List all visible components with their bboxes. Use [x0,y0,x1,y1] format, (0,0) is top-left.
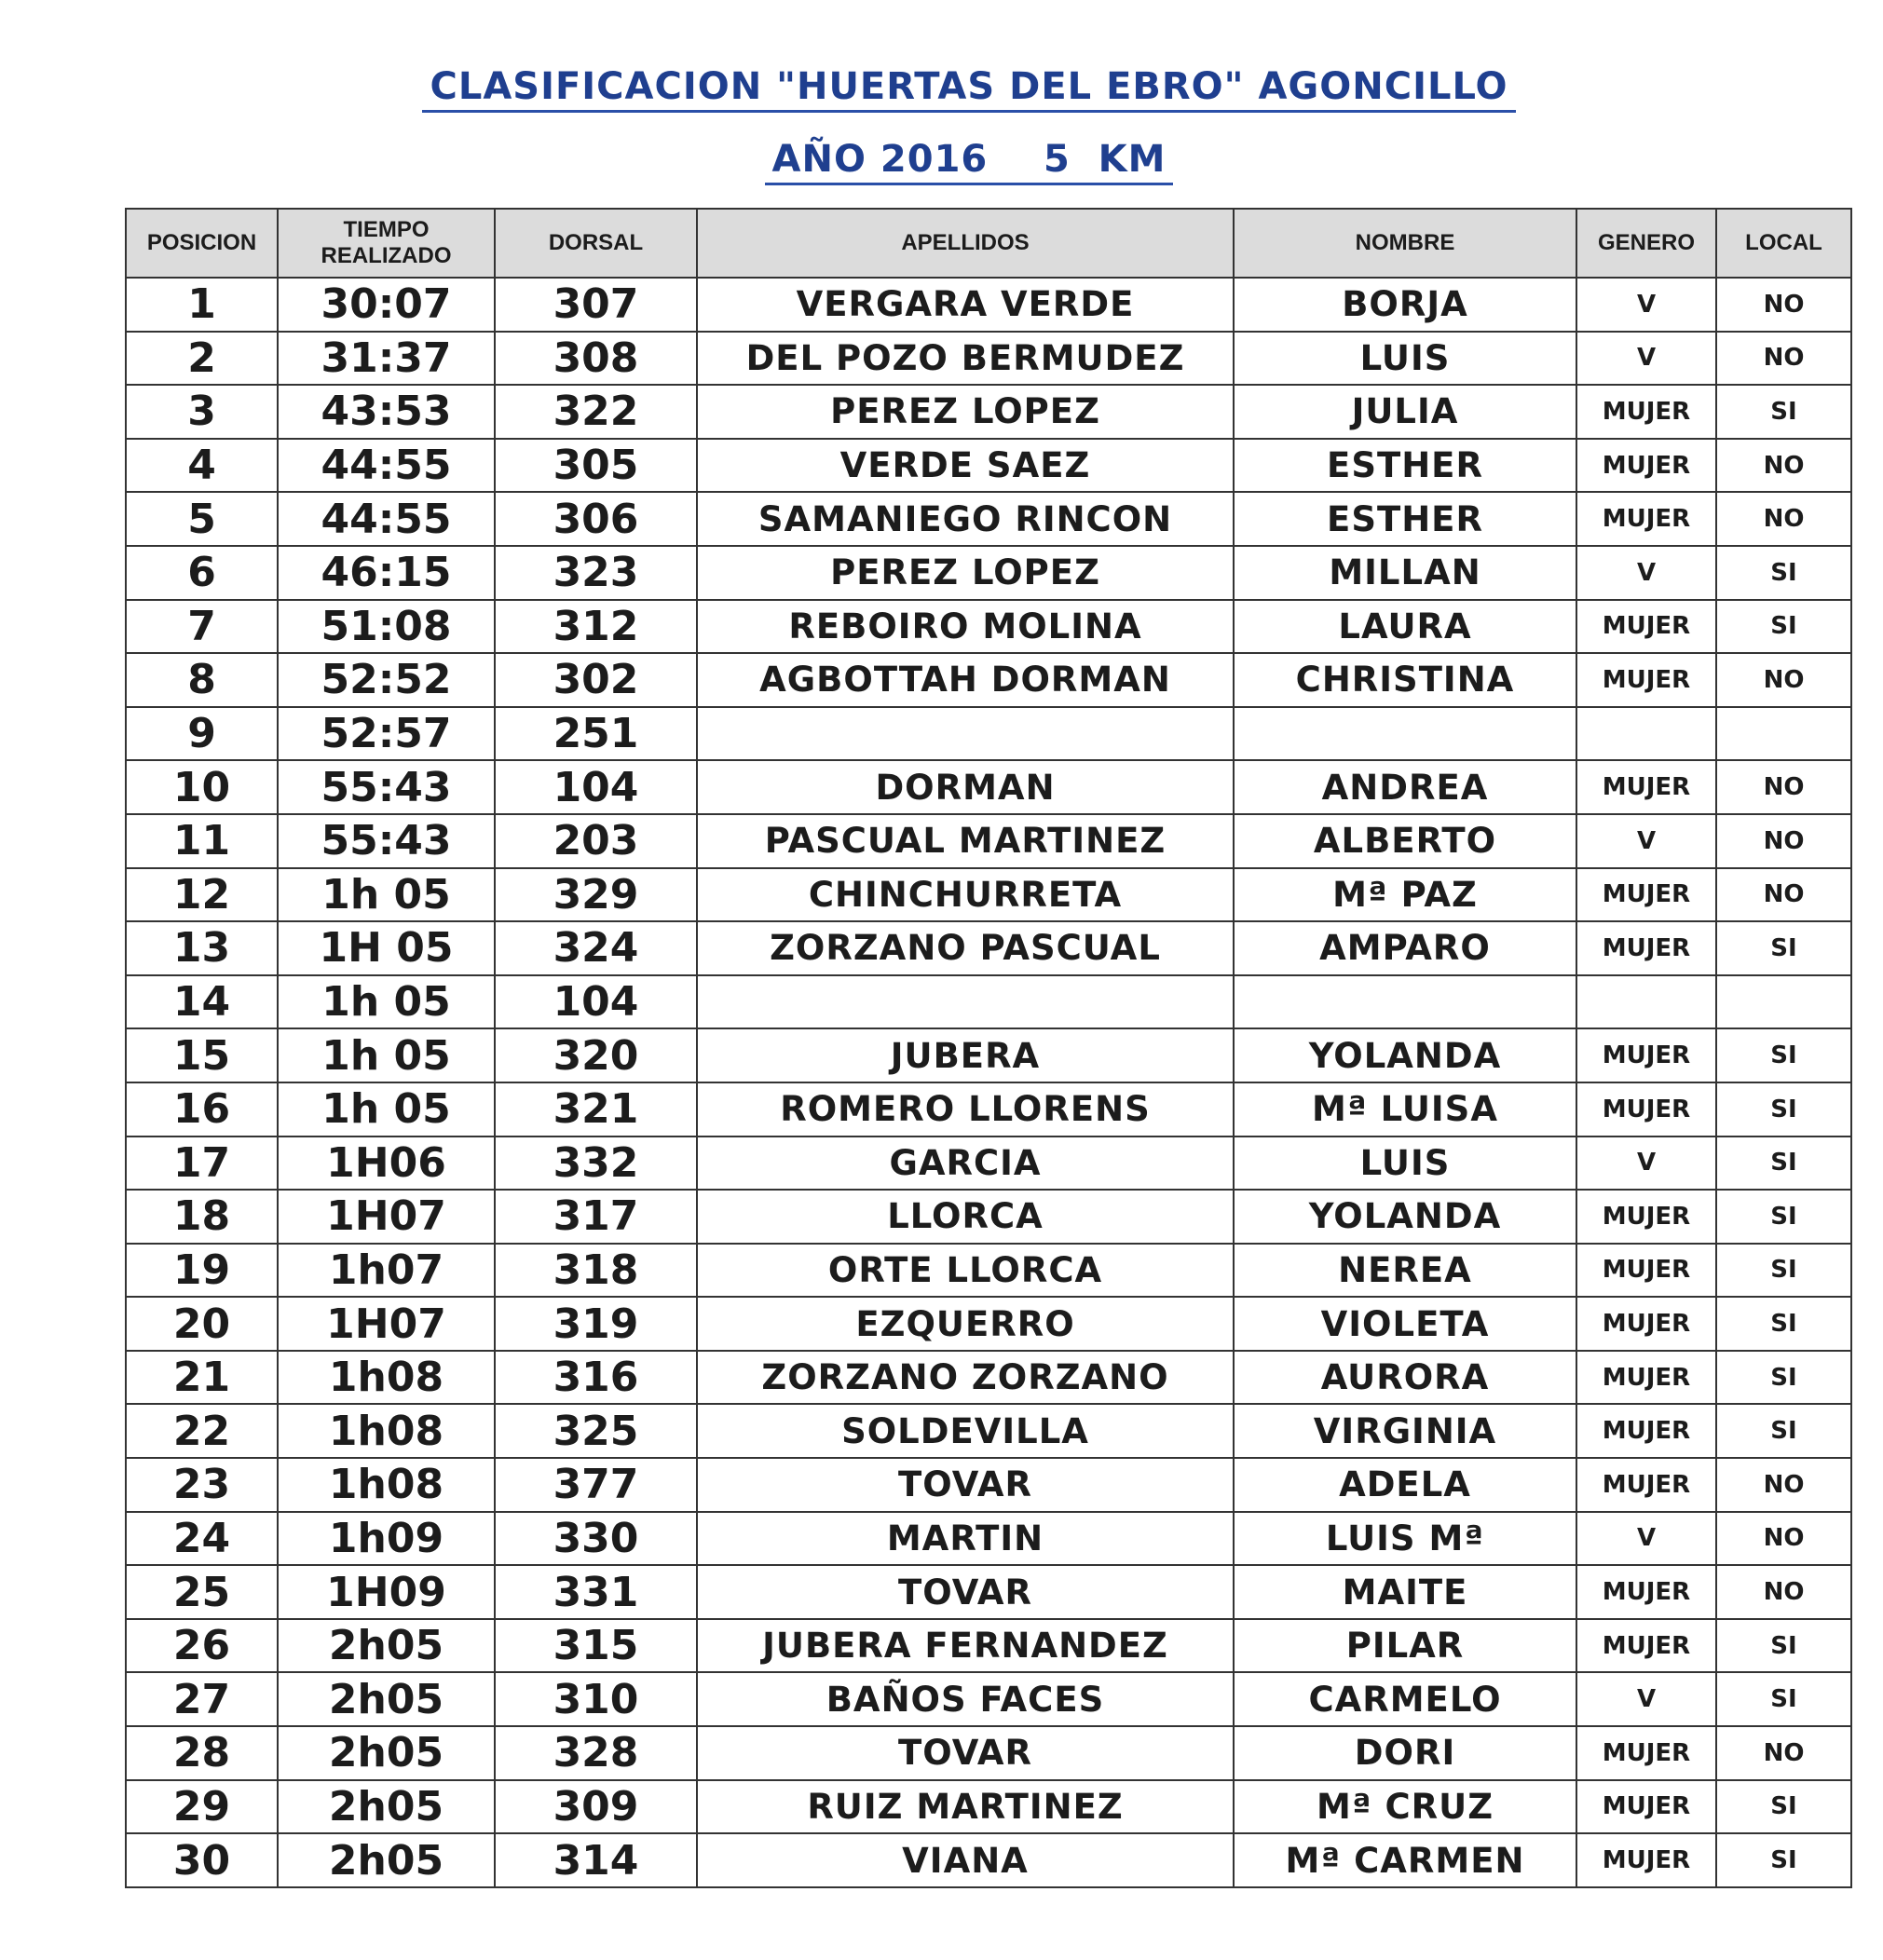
cell-nombre: NEREA [1234,1244,1576,1298]
cell-genero [1576,707,1716,761]
cell-local: SI [1716,1404,1851,1458]
cell-nombre: Mª PAZ [1234,868,1576,922]
table-row [126,760,1851,814]
cell-posicion: 16 [126,1082,278,1137]
cell-apellidos: BAÑOS FACES [697,1672,1234,1726]
cell-nombre: Mª CARMEN [1234,1833,1576,1887]
cell-genero: MUJER [1576,921,1716,975]
cell-dorsal: 310 [495,1672,697,1726]
cell-apellidos: JUBERA FERNANDEZ [697,1619,1234,1673]
cell-local: NO [1716,653,1851,707]
cell-local: SI [1716,1619,1851,1673]
cell-tiempo: 46:15 [278,546,495,600]
cell-posicion: 29 [126,1780,278,1834]
cell-local [1716,975,1851,1029]
cell-apellidos: CHINCHURRETA [697,868,1234,922]
table-row [126,1190,1851,1244]
cell-dorsal: 322 [495,385,697,439]
cell-genero: MUJER [1576,1458,1716,1512]
cell-nombre: Mª CRUZ [1234,1780,1576,1834]
header-local: LOCAL [1716,209,1851,278]
cell-nombre: JULIA [1234,385,1576,439]
cell-nombre: AMPARO [1234,921,1576,975]
table-row [126,1833,1851,1887]
cell-local: NO [1716,868,1851,922]
cell-dorsal: 314 [495,1833,697,1887]
table-row [126,814,1851,868]
cell-genero: MUJER [1576,1404,1716,1458]
cell-genero: MUJER [1576,868,1716,922]
cell-tiempo: 51:08 [278,600,495,654]
cell-nombre: LUIS [1234,1137,1576,1191]
cell-nombre: ESTHER [1234,439,1576,493]
cell-posicion: 2 [126,332,278,386]
cell-local: NO [1716,1458,1851,1512]
cell-dorsal: 324 [495,921,697,975]
cell-dorsal: 317 [495,1190,697,1244]
cell-dorsal: 315 [495,1619,697,1673]
cell-local: SI [1716,1244,1851,1298]
cell-apellidos: VERGARA VERDE [697,278,1234,332]
cell-posicion: 30 [126,1833,278,1887]
cell-local: SI [1716,1297,1851,1351]
table-row [126,492,1851,546]
cell-tiempo: 2h05 [278,1833,495,1887]
table-row [126,1619,1851,1673]
cell-posicion: 25 [126,1565,278,1619]
cell-posicion: 6 [126,546,278,600]
cell-tiempo: 52:52 [278,653,495,707]
table-row [126,1458,1851,1512]
cell-nombre: LUIS [1234,332,1576,386]
cell-apellidos [697,707,1234,761]
cell-genero: MUJER [1576,439,1716,493]
cell-posicion: 10 [126,760,278,814]
cell-tiempo: 1h 05 [278,868,495,922]
cell-genero: MUJER [1576,1244,1716,1298]
table-row [126,278,1851,332]
header-tiempo: TIEMPO REALIZADO [278,209,495,278]
cell-local [1716,707,1851,761]
cell-apellidos: PASCUAL MARTINEZ [697,814,1234,868]
cell-local: NO [1716,814,1851,868]
table-row [126,653,1851,707]
cell-tiempo: 1H09 [278,1565,495,1619]
cell-tiempo: 31:37 [278,332,495,386]
cell-tiempo: 2h05 [278,1672,495,1726]
cell-nombre: CHRISTINA [1234,653,1576,707]
cell-nombre: ADELA [1234,1458,1576,1512]
table-row [126,1726,1851,1780]
cell-apellidos: TOVAR [697,1565,1234,1619]
cell-posicion: 12 [126,868,278,922]
table-row [126,332,1851,386]
cell-genero: V [1576,1512,1716,1566]
document-title: CLASIFICACION "HUERTAS DEL EBRO" AGONCILLO [0,65,1883,108]
cell-tiempo: 1h 05 [278,1028,495,1082]
cell-local: NO [1716,1565,1851,1619]
cell-apellidos: VERDE SAEZ [697,439,1234,493]
cell-local: NO [1716,760,1851,814]
cell-apellidos: PEREZ LOPEZ [697,546,1234,600]
cell-dorsal: 203 [495,814,697,868]
cell-dorsal: 305 [495,439,697,493]
cell-local: SI [1716,1137,1851,1191]
table-row [126,1404,1851,1458]
cell-tiempo: 30:07 [278,278,495,332]
table-row [126,1351,1851,1405]
cell-genero: MUJER [1576,600,1716,654]
cell-tiempo: 44:55 [278,439,495,493]
cell-apellidos [697,975,1234,1029]
cell-posicion: 28 [126,1726,278,1780]
table-row [126,921,1851,975]
cell-local: SI [1716,1833,1851,1887]
cell-dorsal: 325 [495,1404,697,1458]
cell-apellidos: ZORZANO PASCUAL [697,921,1234,975]
header-row [126,209,1851,278]
results-table [125,208,1852,1888]
cell-nombre: ESTHER [1234,492,1576,546]
cell-posicion: 22 [126,1404,278,1458]
header-dorsal: DORSAL [495,209,697,278]
cell-tiempo: 1H06 [278,1137,495,1191]
header-posicion: POSICION [126,209,278,278]
cell-genero: MUJER [1576,1190,1716,1244]
cell-local: SI [1716,1351,1851,1405]
cell-dorsal: 251 [495,707,697,761]
cell-posicion: 17 [126,1137,278,1191]
cell-tiempo: 55:43 [278,760,495,814]
cell-dorsal: 308 [495,332,697,386]
cell-tiempo: 2h05 [278,1780,495,1834]
cell-local: NO [1716,1512,1851,1566]
cell-dorsal: 316 [495,1351,697,1405]
table-row [126,1244,1851,1298]
cell-local: SI [1716,1780,1851,1834]
cell-local: SI [1716,1028,1851,1082]
cell-tiempo: 1h08 [278,1404,495,1458]
cell-dorsal: 307 [495,278,697,332]
cell-genero: V [1576,1672,1716,1726]
cell-posicion: 4 [126,439,278,493]
cell-tiempo: 1H 05 [278,921,495,975]
cell-tiempo: 1h09 [278,1512,495,1566]
cell-posicion: 27 [126,1672,278,1726]
cell-apellidos: PEREZ LOPEZ [697,385,1234,439]
cell-nombre: LUIS Mª [1234,1512,1576,1566]
cell-apellidos: AGBOTTAH DORMAN [697,653,1234,707]
table-row [126,1028,1851,1082]
cell-dorsal: 318 [495,1244,697,1298]
cell-local: SI [1716,1190,1851,1244]
cell-local: SI [1716,921,1851,975]
cell-local: NO [1716,278,1851,332]
cell-apellidos: ROMERO LLORENS [697,1082,1234,1137]
cell-dorsal: 323 [495,546,697,600]
table-row [126,1082,1851,1137]
cell-dorsal: 377 [495,1458,697,1512]
table-row [126,1512,1851,1566]
cell-nombre: DORI [1234,1726,1576,1780]
cell-genero: MUJER [1576,1565,1716,1619]
cell-tiempo: 43:53 [278,385,495,439]
header-apellidos: APELLIDOS [697,209,1234,278]
cell-posicion: 13 [126,921,278,975]
cell-genero: MUJER [1576,760,1716,814]
cell-tiempo: 1h 05 [278,975,495,1029]
cell-dorsal: 104 [495,975,697,1029]
cell-local: SI [1716,1082,1851,1137]
cell-dorsal: 104 [495,760,697,814]
cell-tiempo: 1h08 [278,1351,495,1405]
cell-nombre: VIRGINIA [1234,1404,1576,1458]
table-row [126,1297,1851,1351]
cell-apellidos: MARTIN [697,1512,1234,1566]
cell-genero: V [1576,1137,1716,1191]
cell-nombre: Mª LUISA [1234,1082,1576,1137]
cell-dorsal: 329 [495,868,697,922]
cell-local: SI [1716,385,1851,439]
cell-tiempo: 1H07 [278,1297,495,1351]
cell-apellidos: TOVAR [697,1726,1234,1780]
cell-nombre: YOLANDA [1234,1190,1576,1244]
cell-genero: MUJER [1576,1726,1716,1780]
cell-apellidos: VIANA [697,1833,1234,1887]
cell-nombre [1234,975,1576,1029]
cell-genero: V [1576,332,1716,386]
cell-dorsal: 330 [495,1512,697,1566]
cell-nombre: MAITE [1234,1565,1576,1619]
cell-genero: V [1576,814,1716,868]
cell-genero: MUJER [1576,1082,1716,1137]
cell-nombre: YOLANDA [1234,1028,1576,1082]
cell-dorsal: 306 [495,492,697,546]
cell-genero: MUJER [1576,492,1716,546]
cell-dorsal: 302 [495,653,697,707]
cell-local: NO [1716,439,1851,493]
cell-posicion: 26 [126,1619,278,1673]
cell-posicion: 20 [126,1297,278,1351]
cell-posicion: 11 [126,814,278,868]
cell-genero: MUJER [1576,1297,1716,1351]
cell-tiempo: 1h08 [278,1458,495,1512]
cell-apellidos: ORTE LLORCA [697,1244,1234,1298]
cell-nombre: ALBERTO [1234,814,1576,868]
cell-genero: MUJER [1576,653,1716,707]
cell-local: SI [1716,600,1851,654]
cell-tiempo: 52:57 [278,707,495,761]
cell-nombre: AURORA [1234,1351,1576,1405]
cell-local: SI [1716,546,1851,600]
cell-apellidos: EZQUERRO [697,1297,1234,1351]
cell-apellidos: ZORZANO ZORZANO [697,1351,1234,1405]
cell-dorsal: 331 [495,1565,697,1619]
cell-nombre: CARMELO [1234,1672,1576,1726]
cell-dorsal: 320 [495,1028,697,1082]
cell-genero: MUJER [1576,1780,1716,1834]
cell-apellidos: SOLDEVILLA [697,1404,1234,1458]
cell-apellidos: DEL POZO BERMUDEZ [697,332,1234,386]
cell-nombre: VIOLETA [1234,1297,1576,1351]
cell-genero: MUJER [1576,1351,1716,1405]
table-row [126,600,1851,654]
cell-tiempo: 1h07 [278,1244,495,1298]
cell-posicion: 15 [126,1028,278,1082]
cell-tiempo: 55:43 [278,814,495,868]
cell-posicion: 1 [126,278,278,332]
cell-tiempo: 2h05 [278,1726,495,1780]
cell-posicion: 21 [126,1351,278,1405]
table-row [126,1137,1851,1191]
cell-dorsal: 312 [495,600,697,654]
table-row [126,868,1851,922]
table-row [126,1565,1851,1619]
cell-nombre: PILAR [1234,1619,1576,1673]
cell-posicion: 24 [126,1512,278,1566]
cell-genero: MUJER [1576,1619,1716,1673]
cell-apellidos: GARCIA [697,1137,1234,1191]
header-nombre: NOMBRE [1234,209,1576,278]
cell-genero: MUJER [1576,1028,1716,1082]
document-subtitle: AÑO 2016 5 KM [0,138,1883,181]
cell-dorsal: 328 [495,1726,697,1780]
cell-posicion: 23 [126,1458,278,1512]
cell-genero [1576,975,1716,1029]
table-row [126,385,1851,439]
cell-nombre: BORJA [1234,278,1576,332]
cell-tiempo: 1H07 [278,1190,495,1244]
cell-nombre: ANDREA [1234,760,1576,814]
table-row [126,1780,1851,1834]
cell-local: NO [1716,1726,1851,1780]
table-row [126,975,1851,1029]
cell-genero: MUJER [1576,385,1716,439]
cell-local: NO [1716,332,1851,386]
cell-posicion: 18 [126,1190,278,1244]
cell-genero: V [1576,546,1716,600]
table-row [126,546,1851,600]
cell-posicion: 9 [126,707,278,761]
cell-genero: V [1576,278,1716,332]
cell-genero: MUJER [1576,1833,1716,1887]
cell-dorsal: 319 [495,1297,697,1351]
cell-apellidos: SAMANIEGO RINCON [697,492,1234,546]
cell-tiempo: 2h05 [278,1619,495,1673]
cell-nombre: LAURA [1234,600,1576,654]
cell-apellidos: DORMAN [697,760,1234,814]
cell-posicion: 8 [126,653,278,707]
table-row [126,1672,1851,1726]
cell-apellidos: LLORCA [697,1190,1234,1244]
cell-posicion: 3 [126,385,278,439]
cell-dorsal: 332 [495,1137,697,1191]
cell-apellidos: JUBERA [697,1028,1234,1082]
cell-local: SI [1716,1672,1851,1726]
cell-nombre: MILLAN [1234,546,1576,600]
cell-tiempo: 44:55 [278,492,495,546]
table-row [126,707,1851,761]
cell-posicion: 19 [126,1244,278,1298]
cell-apellidos: REBOIRO MOLINA [697,600,1234,654]
cell-local: NO [1716,492,1851,546]
cell-tiempo: 1h 05 [278,1082,495,1137]
cell-nombre [1234,707,1576,761]
cell-apellidos: TOVAR [697,1458,1234,1512]
cell-posicion: 5 [126,492,278,546]
cell-apellidos: RUIZ MARTINEZ [697,1780,1234,1834]
cell-posicion: 7 [126,600,278,654]
header-genero: GENERO [1576,209,1716,278]
cell-dorsal: 321 [495,1082,697,1137]
cell-dorsal: 309 [495,1780,697,1834]
table-row [126,439,1851,493]
cell-posicion: 14 [126,975,278,1029]
